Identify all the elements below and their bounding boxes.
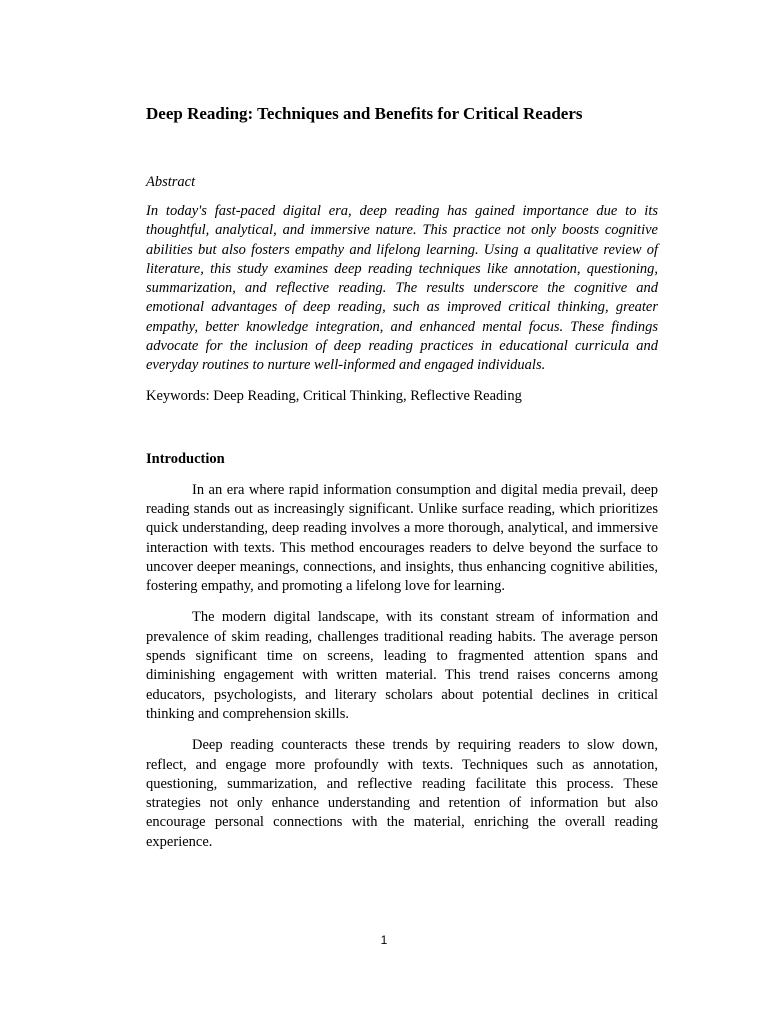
introduction-paragraph-3: Deep reading counteracts these trends by requiring readers to slow down, reflect, and engage more profoundly with texts. Techniques such as annotation, questioning, summarization, and reflective reading facilitate this process. These strategies not only enhance understanding and retention of information but also encourage personal connections with the material, enriching the overall reading experience. <box>146 737 658 850</box>
abstract-body: In today's fast-paced digital era, deep reading has gained importance due to its thoughtful, analytical, and immersive nature. This practice not only boosts cognitive abilities but also fosters empathy and lifelong learning. Using a qualitative review of literature, this study examines deep reading techniques like annotation, questioning, summarization, and reflective reading. The results underscore the cognitive and emotional advantages of deep reading, such as improved critical thinking, greater empathy, better knowledge integration, and enhanced mental focus. These findings advocate for the inclusion of deep reading practices in educational curricula and everyday routines to nurture well-informed and engaged individuals. <box>146 203 658 374</box>
introduction-paragraph-1: In an era where rapid information consumption and digital media prevail, deep reading stands out as increasingly significant. Unlike surface reading, which prioritizes quick understanding, deep reading involves a more thorough, analytical, and immersive interaction with texts. This method encourages readers to delve beyond the surface to uncover deeper meanings, connections, and insights, thus enhancing cognitive abilities, fostering empathy, and promoting a lifelong love for learning. <box>146 481 658 595</box>
keywords: Keywords: Deep Reading, Critical Thinking, Reflective Reading <box>146 387 522 404</box>
page-content <box>146 102 658 852</box>
introduction-paragraph-2: The modern digital landscape, with its constant stream of information and prevalence of skim reading, challenges traditional reading habits. The average person spends significant time on screens, leading to fragmented attention spans and diminishing engagement with written material. This trend raises concerns among educators, psychologists, and literary scholars about potential declines in critical thinking and comprehension skills. <box>146 609 658 722</box>
introduction-heading: Introduction <box>146 450 225 467</box>
abstract-heading: Abstract <box>146 174 196 190</box>
page-number: 1 <box>380 933 388 947</box>
paper-title: Deep Reading: Techniques and Benefits for Critical Readers <box>146 104 583 123</box>
